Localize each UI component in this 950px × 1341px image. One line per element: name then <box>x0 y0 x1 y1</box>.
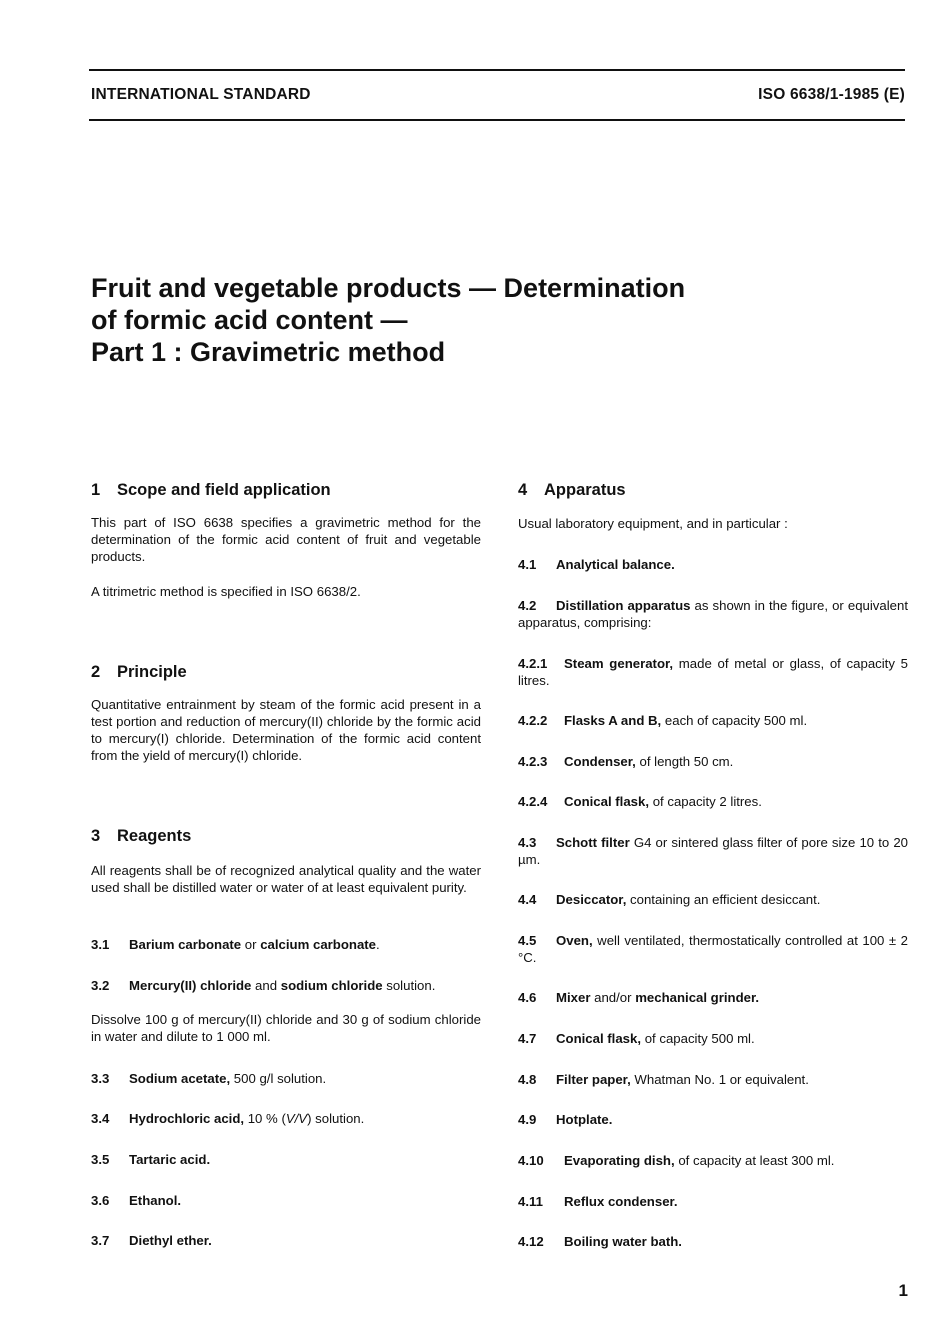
header-document-number: ISO 6638/1-1985 (E) <box>758 86 905 103</box>
item-3-2: 3.2 Mercury(II) chloride and sodium chloride solution. <box>91 978 436 993</box>
item-4-2-4: 4.2.4 Conical flask, of capacity 2 litres. <box>518 794 762 809</box>
item-3-5: 3.5 Tartaric acid. <box>91 1152 211 1167</box>
section-3-intro: All reagents shall be of recognized analytical quality and the water used shall be distilled water or water of at least equivalent purity. <box>91 863 481 895</box>
item-4-11: 4.11 Reflux condenser. <box>518 1194 678 1209</box>
section-3 <box>91 826 481 846</box>
section-1-paragraph-2: A titrimetric method is specified in ISO 6638/2. <box>91 584 361 599</box>
section-1-paragraph-1: This part of ISO 6638 specifies a gravimetric method for the determination of the formic acid content of fruit and vegetable products. <box>91 515 481 564</box>
header-standard-label: INTERNATIONAL STANDARD <box>91 86 311 103</box>
item-4-8: 4.8 Filter paper, Whatman No. 1 or equivalent. <box>518 1072 809 1087</box>
item-4-5: 4.5 Oven, well ventilated, thermostatically controlled at 100 ± 2 °C. <box>518 933 908 965</box>
item-4-10: 4.10 Evaporating dish, of capacity at least 300 ml. <box>518 1153 835 1168</box>
title-line-1: Fruit and vegetable products — Determination <box>91 273 686 303</box>
item-4-12: 4.12 Boiling water bath. <box>518 1234 682 1249</box>
header-bottom-rule <box>89 119 905 121</box>
section-1 <box>91 480 481 500</box>
item-4-2-3: 4.2.3 Condenser, of length 50 cm. <box>518 754 734 769</box>
item-4-4: 4.4 Desiccator, containing an efficient desiccant. <box>518 892 821 907</box>
item-3-3: 3.3 Sodium acetate, 500 g/l solution. <box>91 1071 327 1086</box>
section-4 <box>518 480 908 500</box>
item-3-2-paragraph: Dissolve 100 g of mercury(II) chloride and 30 g of sodium chloride in water and dilute to 1 000 ml. <box>91 1012 481 1044</box>
section-3-heading: 3 Reagents <box>91 827 192 845</box>
item-4-6: 4.6 Mixer and/or mechanical grinder. <box>518 990 760 1005</box>
page-number: 1 <box>898 1281 908 1300</box>
page-title <box>91 272 685 368</box>
header-top-rule <box>89 69 905 71</box>
item-4-2-2: 4.2.2 Flasks A and B, each of capacity 500 ml. <box>518 713 808 728</box>
item-4-7: 4.7 Conical flask, of capacity 500 ml. <box>518 1031 755 1046</box>
title-line-2: of formic acid content — <box>91 305 408 335</box>
item-4-9: 4.9 Hotplate. <box>518 1112 613 1127</box>
item-3-7: 3.7 Diethyl ether. <box>91 1233 212 1248</box>
item-3-6: 3.6 Ethanol. <box>91 1193 182 1208</box>
section-2 <box>91 662 481 682</box>
item-4-2: 4.2 Distillation apparatus as shown in the figure, or equivalent apparatus, comprising: <box>518 598 908 630</box>
item-4-3: 4.3 Schott filter G4 or sintered glass filter of pore size 10 to 20 µm. <box>518 835 909 867</box>
section-4-heading: 4 Apparatus <box>518 481 626 499</box>
item-4-1: 4.1 Analytical balance. <box>518 557 675 572</box>
item-4-2-1: 4.2.1 Steam generator, made of metal or glass, of capacity 5 litres. <box>518 656 908 688</box>
item-3-4: 3.4 Hydrochloric acid, 10 % (V/V) solution. <box>91 1111 365 1126</box>
section-2-heading: 2 Principle <box>91 663 187 681</box>
section-1-heading: 1 Scope and field application <box>91 481 331 499</box>
item-3-1: 3.1 Barium carbonate or calcium carbonate. <box>91 937 380 952</box>
title-line-3: Part 1 : Gravimetric method <box>91 337 446 367</box>
section-2-paragraph: Quantitative entrainment by steam of the formic acid present in a test portion and reduction of mercury(II) chloride by the formic acid to mercury(I) chloride. Determination of the formic acid content from the yield of mercury(I) chloride. <box>91 697 481 763</box>
section-4-intro: Usual laboratory equipment, and in particular : <box>518 516 788 531</box>
